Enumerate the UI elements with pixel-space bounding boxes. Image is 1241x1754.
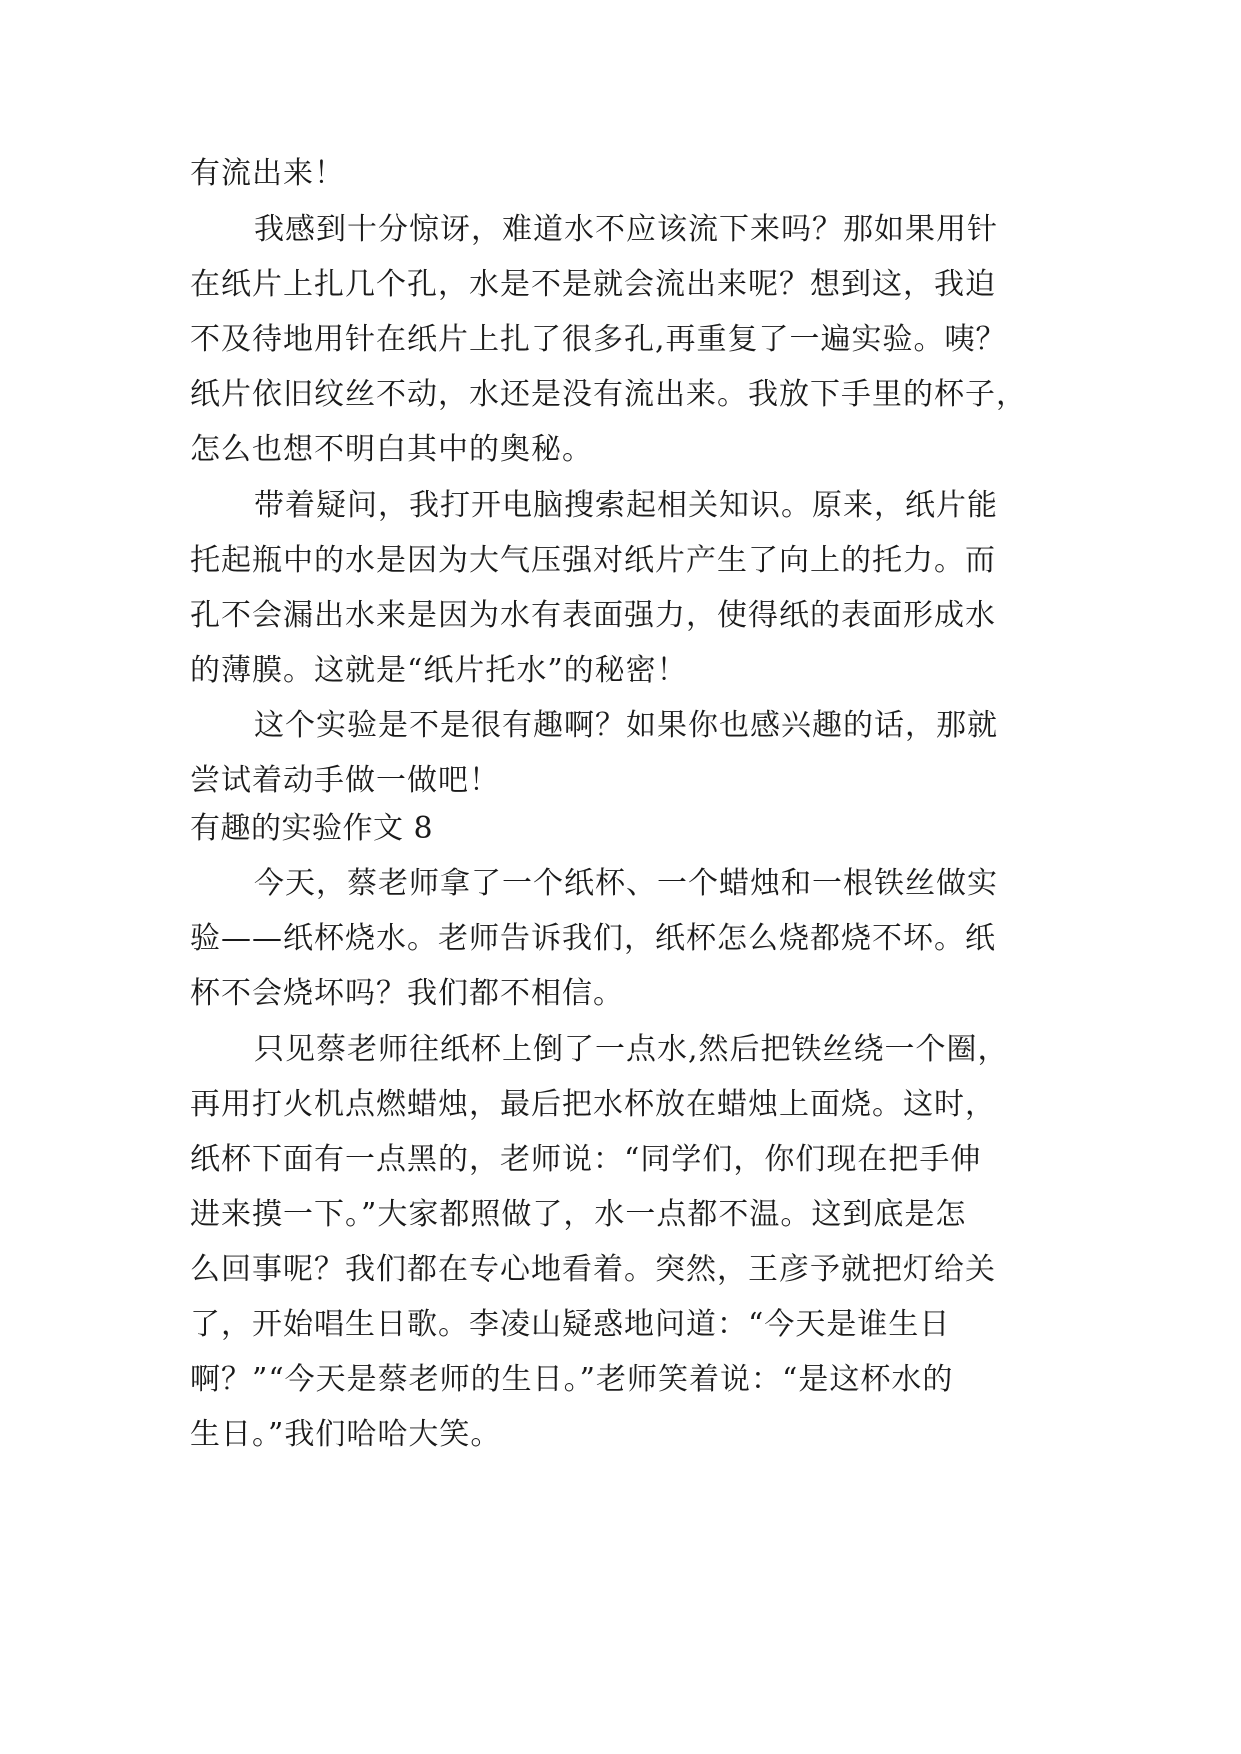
text-line: 纸杯下面有一点黑的，老师说：“同学们，你们现在把手伸 xyxy=(190,1142,982,1177)
text-line: 了，开始唱生日歌。李凌山疑惑地问道：“今天是谁生日 xyxy=(190,1307,951,1342)
text-line: 尝试着动手做一做吧！ xyxy=(190,763,500,798)
text-line: 不及待地用针在纸片上扎了很多孔,再重复了一遍实验。咦？ xyxy=(190,322,1007,357)
text-line: 啊？”“今天是蔡老师的生日。”老师笑着说：“是这杯水的 xyxy=(190,1362,954,1397)
text-line: 进来摸一下。”大家都照做了，水一点都不温。这到底是怎 xyxy=(190,1197,967,1232)
text-line: 生日。”我们哈哈大笑。 xyxy=(190,1417,502,1452)
text-line: 怎么也想不明白其中的奥秘。 xyxy=(190,432,593,467)
text-line: 有流出来！ xyxy=(190,156,345,191)
text-line: 托起瓶中的水是因为大气压强对纸片产生了向上的托力。而 xyxy=(190,543,996,578)
paragraph-first-line: 带着疑问，我打开电脑搜索起相关知识。原来，纸片能 xyxy=(254,488,998,523)
text-line: 的薄膜。这就是“纸片托水”的秘密！ xyxy=(190,653,688,688)
text-line: 在纸片上扎几个孔，水是不是就会流出来呢？想到这，我迫 xyxy=(190,267,996,302)
text-line: 纸片依旧纹丝不动，水还是没有流出来。我放下手里的杯子， xyxy=(190,377,1027,412)
text-line: 再用打火机点燃蜡烛，最后把水杯放在蜡烛上面烧。这时， xyxy=(190,1087,996,1122)
paragraph-first-line: 只见蔡老师往纸杯上倒了一点水,然后把铁丝绕一个圈， xyxy=(254,1032,1009,1067)
paragraph-first-line: 这个实验是不是很有趣啊？如果你也感兴趣的话，那就 xyxy=(254,708,998,743)
text-line: 验——纸杯烧水。老师告诉我们，纸杯怎么烧都烧不坏。纸 xyxy=(190,921,996,956)
section-heading: 有趣的实验作文 8 xyxy=(190,811,434,846)
text-line: 杯不会烧坏吗？我们都不相信。 xyxy=(190,976,624,1011)
text-line: 孔不会漏出水来是因为水有表面强力，使得纸的表面形成水 xyxy=(190,598,996,633)
paragraph-first-line: 今天，蔡老师拿了一个纸杯、一个蜡烛和一根铁丝做实 xyxy=(254,866,998,901)
text-line: 么回事呢？我们都在专心地看着。突然，王彦予就把灯给关 xyxy=(190,1252,996,1287)
paragraph-first-line: 我感到十分惊讶，难道水不应该流下来吗？那如果用针 xyxy=(254,212,998,247)
